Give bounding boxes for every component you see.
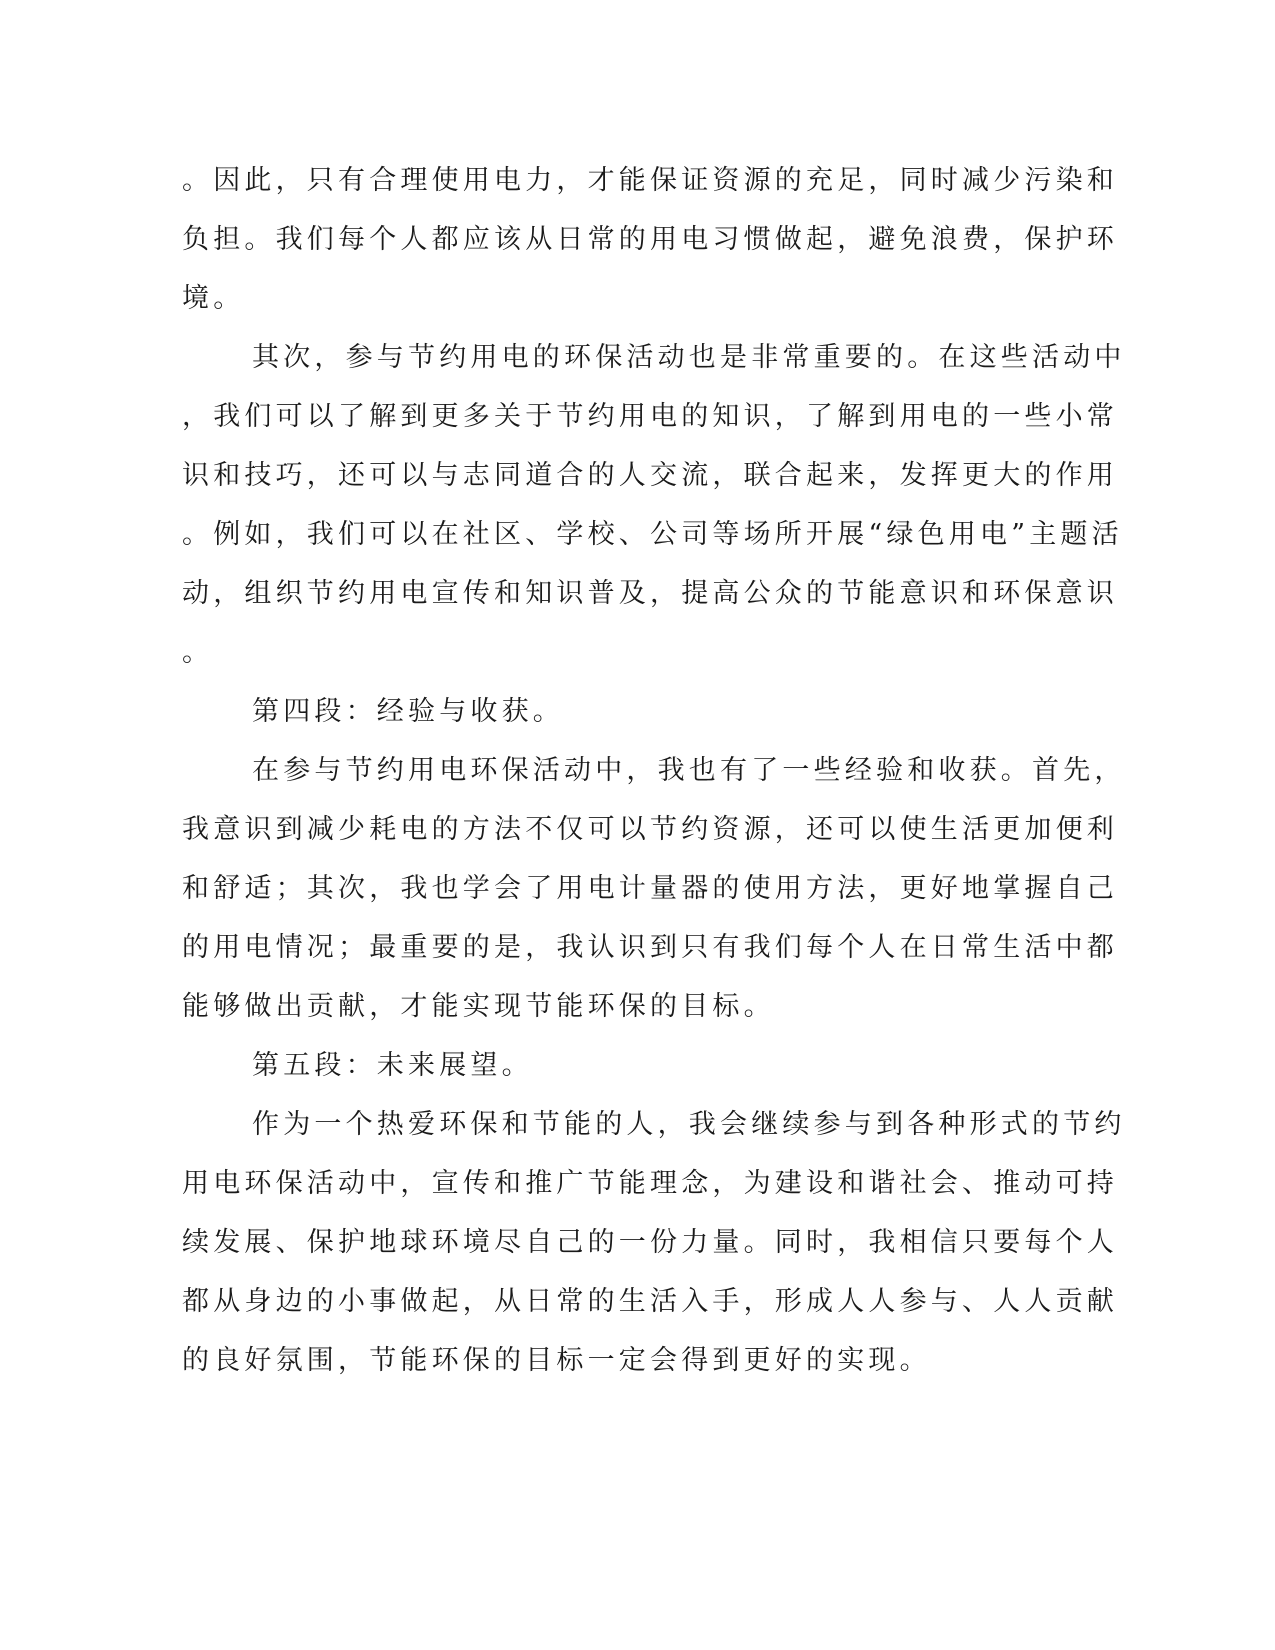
text-line: 负担。我们每个人都应该从日常的用电习惯做起，避免浪费，保护环 [182, 224, 1118, 255]
text-line: 我意识到减少耗电的方法不仅可以节约资源，还可以使生活更加便利 [182, 814, 1118, 845]
text-line: 都从身边的小事做起，从日常的生活入手，形成人人参与、人人贡献 [182, 1286, 1118, 1317]
text-line: 动，组织节约用电宣传和知识普及，提高公众的节能意识和环保意识 [182, 578, 1118, 609]
text-line: ，我们可以了解到更多关于节约用电的知识，了解到用电的一些小常 [182, 401, 1118, 432]
text-line: 和舒适；其次，我也学会了用电计量器的使用方法，更好地掌握自己 [182, 873, 1118, 904]
text-line: 用电环保活动中，宣传和推广节能理念，为建设和谐社会、推动可持 [182, 1168, 1118, 1199]
text-line: 的用电情况；最重要的是，我认识到只有我们每个人在日常生活中都 [182, 932, 1118, 963]
section-heading: 第四段：经验与收获。 [252, 696, 564, 727]
text-line: 境。 [182, 283, 245, 314]
text-line: 。因此，只有合理使用电力，才能保证资源的充足，同时减少污染和 [182, 165, 1118, 196]
text-line: 能够做出贡献，才能实现节能环保的目标。 [182, 991, 775, 1022]
paragraph-first-line: 在参与节约用电环保活动中，我也有了一些经验和收获。首先， [252, 755, 1126, 786]
section-heading: 第五段：未来展望。 [252, 1050, 533, 1081]
text-line: 识和技巧，还可以与志同道合的人交流，联合起来，发挥更大的作用 [182, 460, 1118, 491]
paragraph-first-line: 作为一个热爱环保和节能的人，我会继续参与到各种形式的节约 [252, 1109, 1126, 1140]
text-line: 。例如，我们可以在社区、学校、公司等场所开展“绿色用电”主题活 [182, 519, 1123, 550]
paragraph-first-line: 其次，参与节约用电的环保活动也是非常重要的。在这些活动中 [252, 342, 1126, 373]
text-line: 。 [182, 637, 214, 668]
text-line: 续发展、保护地球环境尽自己的一份力量。同时，我相信只要每个人 [182, 1227, 1118, 1258]
text-line: 的良好氛围，节能环保的目标一定会得到更好的实现。 [182, 1345, 931, 1376]
